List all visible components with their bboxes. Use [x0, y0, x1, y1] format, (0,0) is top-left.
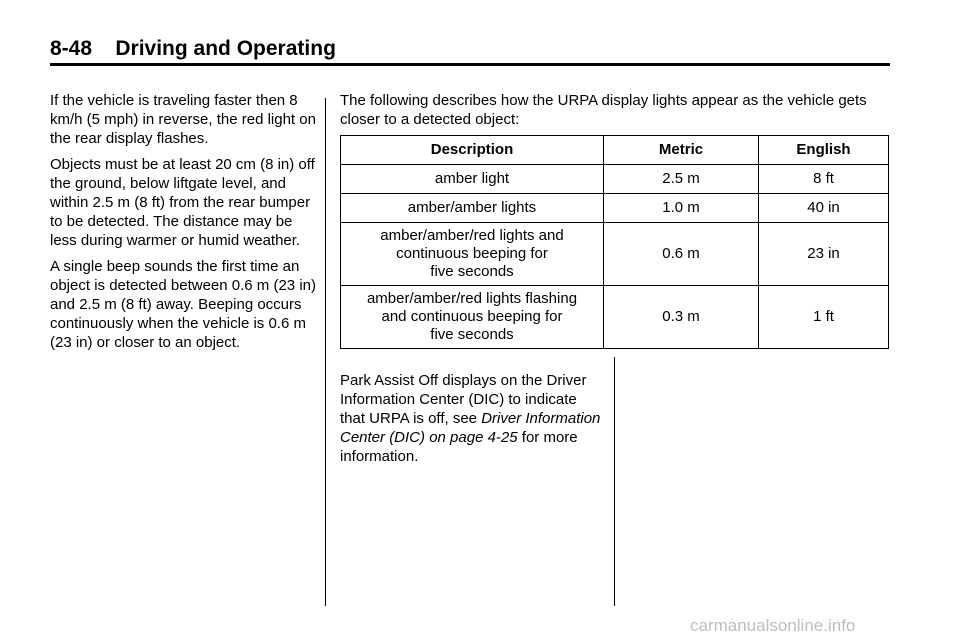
left-column [50, 91, 318, 359]
cell-description [341, 194, 604, 223]
note-text: Park Assist Off displays on the Driver Information Center (DIC) to indicate that URPA is off, see [340, 372, 587, 427]
table-row [341, 194, 889, 223]
dic-page-reference[interactable]: on page 4‑25 [429, 429, 518, 446]
cell-description [341, 286, 604, 349]
description-line: amber/amber lights [407, 199, 537, 216]
cell-metric: 0.6 m [604, 223, 759, 286]
park-assist-note [340, 371, 602, 466]
cell-metric: 0.3 m [604, 286, 759, 349]
description-line: continuous beeping for [396, 245, 548, 262]
cell-description [341, 165, 604, 194]
right-column [340, 91, 890, 349]
cell-english: 8 ft [759, 165, 889, 194]
table-row [341, 223, 889, 286]
paragraph-beep-behavior: A single beep sounds the first time an object is detected between 0.6 m (23 in) and 2.5 m (8 ft) away. Beeping occurs continuously when the vehicle is 0.6 m (23 in) or closer to an object. [50, 258, 316, 351]
description-line: amber/amber/red lights and [380, 227, 564, 244]
paragraph-detection-range: Objects must be at least 20 cm (8 in) off the ground, below liftgate level, and within 2.5 m (8 ft) from the rear bumper to be detected. The distance may be less during warmer or humid weather. [50, 156, 315, 249]
column-header-metric: Metric [604, 136, 759, 165]
cell-metric: 2.5 m [604, 165, 759, 194]
column-divider-right [614, 357, 615, 606]
note-text-end: for more information. [340, 429, 578, 465]
table-intro: The following describes how the URPA display lights appear as the vehicle gets closer to a detected object: [340, 92, 867, 128]
column-header-english: English [759, 136, 889, 165]
cell-metric: 1.0 m [604, 194, 759, 223]
description-line: and continuous beeping for [381, 308, 563, 325]
description-line: amber/amber/red lights flashing [366, 290, 578, 307]
page-header [50, 36, 890, 66]
cell-english: 23 in [759, 223, 889, 286]
table-row [341, 165, 889, 194]
paragraph-speed-warning: If the vehicle is traveling faster then 8 km/h (5 mph) in reverse, the red light on the rear display flashes. [50, 92, 316, 147]
header-title [50, 36, 336, 62]
description-line: five seconds [430, 263, 514, 280]
cell-english: 40 in [759, 194, 889, 223]
section-title: Driving and Operating [115, 37, 336, 60]
dic-reference-link[interactable]: Driver Information Center (DIC) [340, 410, 601, 446]
column-divider-left [325, 98, 326, 606]
description-line: five seconds [430, 326, 514, 343]
table-row [341, 286, 889, 349]
cell-english: 1 ft [759, 286, 889, 349]
table-header-row [341, 136, 889, 165]
page-number: 8-48 [50, 37, 93, 60]
urpa-distance-table [340, 135, 889, 349]
cell-description [341, 223, 604, 286]
header-rule [50, 63, 890, 66]
watermark: carmanualsonline.info [690, 616, 856, 635]
column-header-description: Description [341, 136, 604, 165]
description-line: amber light [434, 170, 510, 187]
